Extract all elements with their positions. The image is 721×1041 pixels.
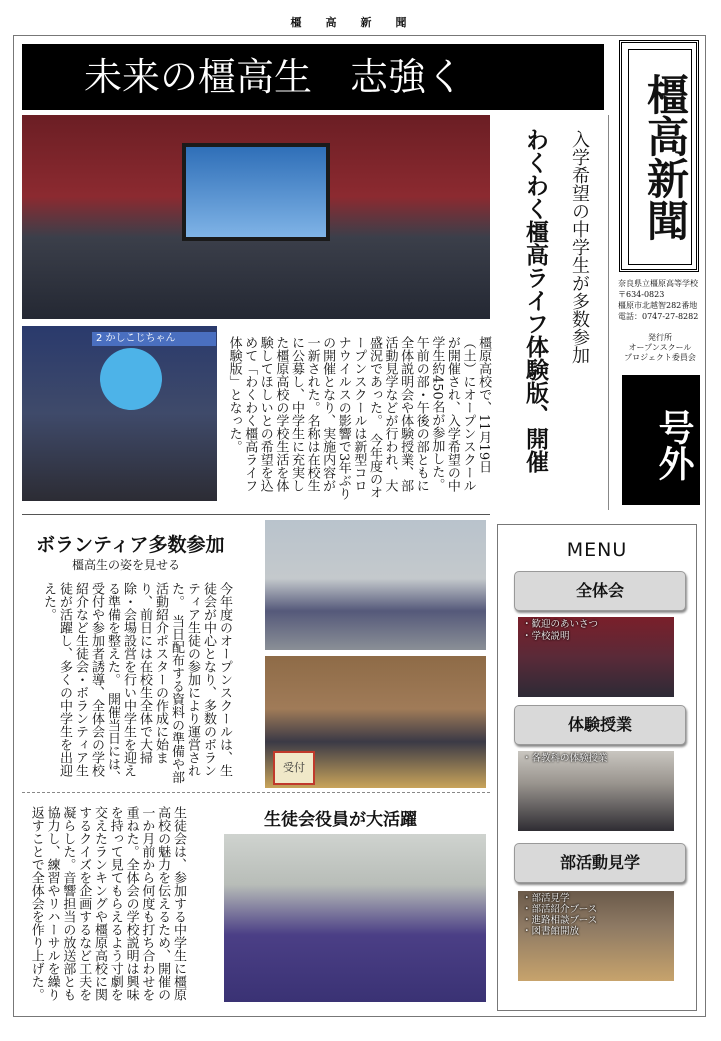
student-council-photo [224, 834, 486, 1002]
reception-photo [265, 656, 486, 788]
menu-button-trial-class[interactable]: 体験授業 [514, 705, 686, 745]
menu-note: ・学校説明 [522, 631, 570, 642]
volunteers-photo [265, 520, 486, 650]
menu-photo-class [518, 751, 674, 831]
school-name: 奈良県立橿原高等学校 [618, 279, 698, 288]
running-title: 橿高新聞 [290, 16, 431, 29]
masthead-title: 橿高新聞 [628, 49, 692, 265]
section-divider-2 [22, 792, 490, 793]
publisher-info [618, 278, 702, 322]
postal-code: 〒634-0823 [618, 290, 665, 299]
menu-note: ・部活見学 [522, 893, 570, 904]
reception-sign: 受付 [273, 751, 315, 785]
projection-screen [182, 143, 330, 241]
menu-photo-club [518, 891, 674, 981]
menu-button-club-tour[interactable]: 部活動見学 [514, 843, 686, 883]
menu-button-general[interactable]: 全体会 [514, 571, 686, 611]
edition-badge: 号外 [622, 375, 700, 505]
menu-note: ・進路相談ブース [522, 915, 598, 926]
article1-body: 橿原高校で、11月19日（土）にオープンスクールが開催され、入学希望の中学生約450名が参加した。午前の部・午後の部ともに全体説明会や体験授業、部活動見学などが行われ、大盛況であった。 今年度のオープンスクールは新型コロナウイルスの影響で3年ぶりの開催となり、実施内容が一新された。名称は在校生に公募し、中学生に充実した橿原高校の学校生活を体験してほしいとの希望を込めて「わくわく橿高ライフ体験版」となった。 [226, 336, 492, 501]
article1-subtitle: 入学希望の中学生が多数参加 [569, 130, 590, 364]
menu-panel [497, 524, 697, 1011]
school-phone: 電話：0747-27-8282 [618, 312, 699, 321]
main-headline: 未来の橿高生 志強く [22, 44, 604, 110]
issuer-name: オープンスクール プロジェクト委員会 [624, 343, 696, 362]
menu-note: ・部活紹介ブース [522, 904, 598, 915]
masthead [619, 40, 699, 272]
school-address: 橿原市北越智282番地 [618, 301, 698, 310]
article2-title: ボランティア多数参加 [36, 534, 225, 556]
photo-caption: 2 かしこじちゃん [92, 332, 216, 346]
issuer-block [618, 333, 702, 363]
mascot-photo [22, 326, 217, 501]
article3-body: 生徒会は、参加する中学生に橿原高校の魅力を伝えるため、開催の一か月前から何度も打ち合わせを重ねた。全体会の学校説明は興味を持って見てもらえるよう寸劇を交えたランキングや橿原高校に関するクイズを企画するなど工夫を凝らした。音響担当の放送部とも協力し、練習やリハーサルを繰り返すことで全体会を作り上げた。 [28, 806, 186, 1001]
article1-title: わくわく橿高ライフ体験版、開催 [522, 128, 549, 473]
menu-note: ・図書館開放 [522, 926, 580, 937]
menu-note: ・各教科の体験授業 [522, 753, 608, 764]
article3-title: 生徒会役員が大活躍 [264, 810, 417, 830]
issuer-label: 発行所 [648, 333, 672, 342]
menu-note: ・歓迎のあいさつ [522, 619, 599, 630]
article2-subtitle: 橿高生の姿を見せる [72, 558, 181, 572]
menu-photo-general [518, 617, 674, 697]
mascot-figure [100, 348, 162, 410]
article2-body: 今年度のオープンスクールは、生徒会が中心となり、多数のボランティア生徒の参加により運営された。 当日配布する資料の準備や部活動紹介ポスターの作成に始まり、前日には在校生全体で大掃除・会場設営を行い中学生を迎える準備を整えた。 開催当日には、受付や参加者誘導、全体会の学校紹介など生徒会・ボランティア生徒が活躍し、多くの中学生を出迎えた。 [41, 582, 232, 784]
menu-title: MENU [566, 539, 628, 561]
column-divider [608, 115, 609, 510]
gym-photo [22, 115, 490, 319]
section-divider [22, 514, 490, 515]
